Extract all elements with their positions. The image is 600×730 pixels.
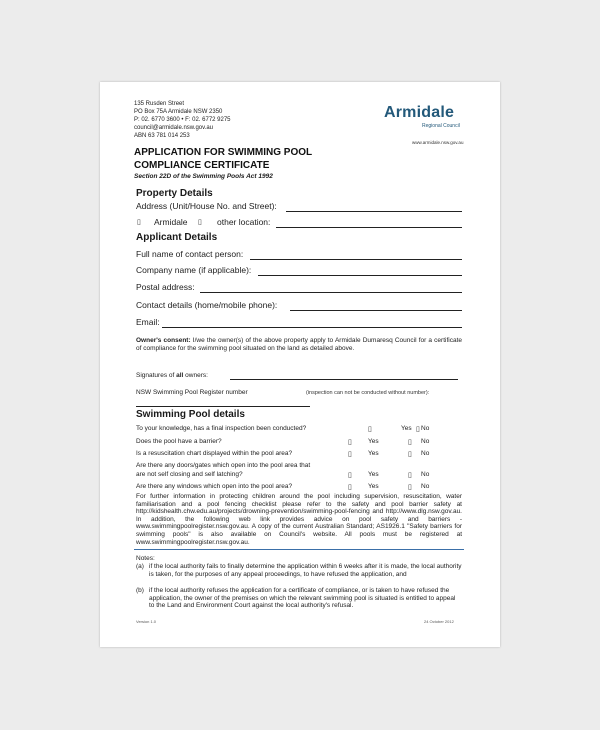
question-doors-gates-line1: Are there any doors/gates which open into the pool area that bbox=[136, 462, 311, 469]
armidale-checkbox[interactable]: ▯ bbox=[137, 219, 141, 226]
question-final-inspection: To your knowledge, has a final inspection been conducted? bbox=[136, 425, 307, 432]
resuscitation-yes-label: Yes bbox=[368, 450, 379, 457]
notes-heading: Notes: bbox=[136, 555, 155, 562]
windows-no-checkbox[interactable]: ▯ bbox=[408, 484, 412, 491]
council-logo-subtitle: Regional Council bbox=[422, 123, 460, 129]
contact-details-label: Contact details (home/mobile phone): bbox=[136, 300, 278, 310]
doors-gates-yes-label: Yes bbox=[368, 471, 379, 478]
address-pobox: PO Box 75A Armidale NSW 2350 bbox=[134, 109, 223, 115]
owner-consent-label: Owner's consent: bbox=[136, 337, 191, 344]
doors-gates-no-label: No bbox=[421, 471, 430, 478]
signatures-input[interactable] bbox=[230, 379, 458, 380]
address-field-label: Address (Unit/House No. and Street): bbox=[136, 201, 277, 211]
note-b-text: if the local authority refuses the application for a certificate of compliance, or is taken to have refused the application, the owner of the premises on which the relevant swimming pool is situated is entitled to appeal to the Land and Environment Court against the local authority's refusal. bbox=[149, 587, 456, 610]
address-phone: P: 02. 6770 3600 • F: 02. 6772 9275 bbox=[134, 117, 231, 123]
company-name-label: Company name (if applicable): bbox=[136, 265, 252, 275]
address-email: council@armidale.nsw.gov.au bbox=[134, 125, 214, 131]
final-inspection-yes-label: Yes bbox=[401, 425, 412, 432]
form-title-line2: COMPLIANCE CERTIFICATE bbox=[134, 160, 270, 171]
email-input[interactable] bbox=[162, 327, 462, 328]
applicant-heading: Applicant Details bbox=[136, 232, 218, 243]
windows-yes-checkbox[interactable]: ▯ bbox=[348, 484, 352, 491]
pool-register-note: (inspection can not be conducted without number): bbox=[306, 390, 430, 396]
pool-register-label: NSW Swimming Pool Register number bbox=[136, 389, 248, 396]
pool-details-heading: Swimming Pool details bbox=[136, 409, 245, 420]
question-barrier: Does the pool have a barrier? bbox=[136, 438, 222, 445]
pool-register-input[interactable] bbox=[136, 406, 310, 407]
other-location-input[interactable] bbox=[276, 227, 462, 228]
contact-name-input[interactable] bbox=[250, 259, 462, 260]
postal-address-label: Postal address: bbox=[136, 282, 195, 292]
address-street: 135 Rusden Street bbox=[134, 101, 185, 107]
owner-consent-text: I/we the owner(s) of the above property apply to Armidale Dumaresq Council for a certificate of compliance for the swimming pool situated on the land as detailed above. bbox=[136, 337, 462, 352]
question-resuscitation-chart: Is a resuscitation chart displayed within the pool area? bbox=[136, 450, 293, 457]
barrier-yes-checkbox[interactable]: ▯ bbox=[348, 439, 352, 446]
final-inspection-yes-checkbox[interactable]: ▯ bbox=[368, 426, 372, 433]
version-label: Version 1.0 bbox=[136, 619, 157, 624]
section-divider bbox=[134, 549, 464, 550]
date-label: 24 October 2012 bbox=[424, 619, 454, 624]
email-label: Email: bbox=[136, 317, 160, 327]
form-page bbox=[100, 82, 500, 647]
windows-no-label: No bbox=[421, 483, 430, 490]
note-b-label: (b) bbox=[136, 587, 144, 594]
property-heading: Property Details bbox=[136, 188, 213, 199]
armidale-label: Armidale bbox=[154, 217, 188, 227]
contact-details-input[interactable] bbox=[290, 310, 462, 311]
question-doors-gates-line2: are not self closing and self latching? bbox=[136, 471, 243, 478]
question-windows: Are there any windows which open into the pool area? bbox=[136, 483, 293, 490]
contact-name-label: Full name of contact person: bbox=[136, 249, 244, 259]
note-a-text: if the local authority fails to finally determine the application within 6 weeks after it is made, the local authority is taken, for the purposes of any appeal proceedings, to have refused the application, and bbox=[149, 563, 462, 578]
address-field-input[interactable] bbox=[286, 211, 462, 212]
other-location-checkbox[interactable]: ▯ bbox=[198, 219, 202, 226]
final-inspection-no-checkbox[interactable]: ▯ bbox=[416, 426, 420, 433]
signatures-label: Signatures of all owners: bbox=[136, 372, 208, 379]
windows-yes-label: Yes bbox=[368, 483, 379, 490]
other-location-label: other location: bbox=[217, 217, 271, 227]
council-address bbox=[134, 100, 231, 140]
company-name-input[interactable] bbox=[258, 275, 462, 276]
barrier-no-label: No bbox=[421, 438, 430, 445]
owner-consent bbox=[136, 337, 462, 352]
council-logo: Armidale bbox=[384, 104, 455, 121]
pool-safety-info: For further information in protecting children around the pool including supervision, resuscitation, water familiarisation and a pool fencing checklist please refer to the safety and pool barrier safety at http://kidshealth.chw.edu.au/projects/drowning-prevention/swimming-pool-fencing and http://www.dlg.nsw.gov.au. In addition, the following web link provides advice on pool safety and barriers - www.swimmingpoolregister.nsw.gov.au. A copy of the current Australian Standard; AS1926.1 "Safety barriers for swimming pools" is also available on Council's website. All pools must be registered at www.swimmingpoolregister.nsw.gov.au. bbox=[136, 493, 462, 546]
address-abn: ABN 63 781 014 253 bbox=[134, 133, 190, 139]
note-a-label: (a) bbox=[136, 563, 144, 570]
resuscitation-yes-checkbox[interactable]: ▯ bbox=[348, 451, 352, 458]
form-act-reference: Section 22D of the Swimming Pools Act 1992 bbox=[134, 173, 273, 180]
barrier-yes-label: Yes bbox=[368, 438, 379, 445]
doors-gates-no-checkbox[interactable]: ▯ bbox=[408, 472, 412, 479]
doors-gates-yes-checkbox[interactable]: ▯ bbox=[348, 472, 352, 479]
resuscitation-no-checkbox[interactable]: ▯ bbox=[408, 451, 412, 458]
barrier-no-checkbox[interactable]: ▯ bbox=[408, 439, 412, 446]
council-url: www.armidale.nsw.gov.au bbox=[412, 140, 464, 145]
resuscitation-no-label: No bbox=[421, 450, 430, 457]
form-title-line1: APPLICATION FOR SWIMMING POOL bbox=[134, 147, 313, 158]
postal-address-input[interactable] bbox=[200, 292, 462, 293]
final-inspection-no-label: No bbox=[421, 425, 430, 432]
